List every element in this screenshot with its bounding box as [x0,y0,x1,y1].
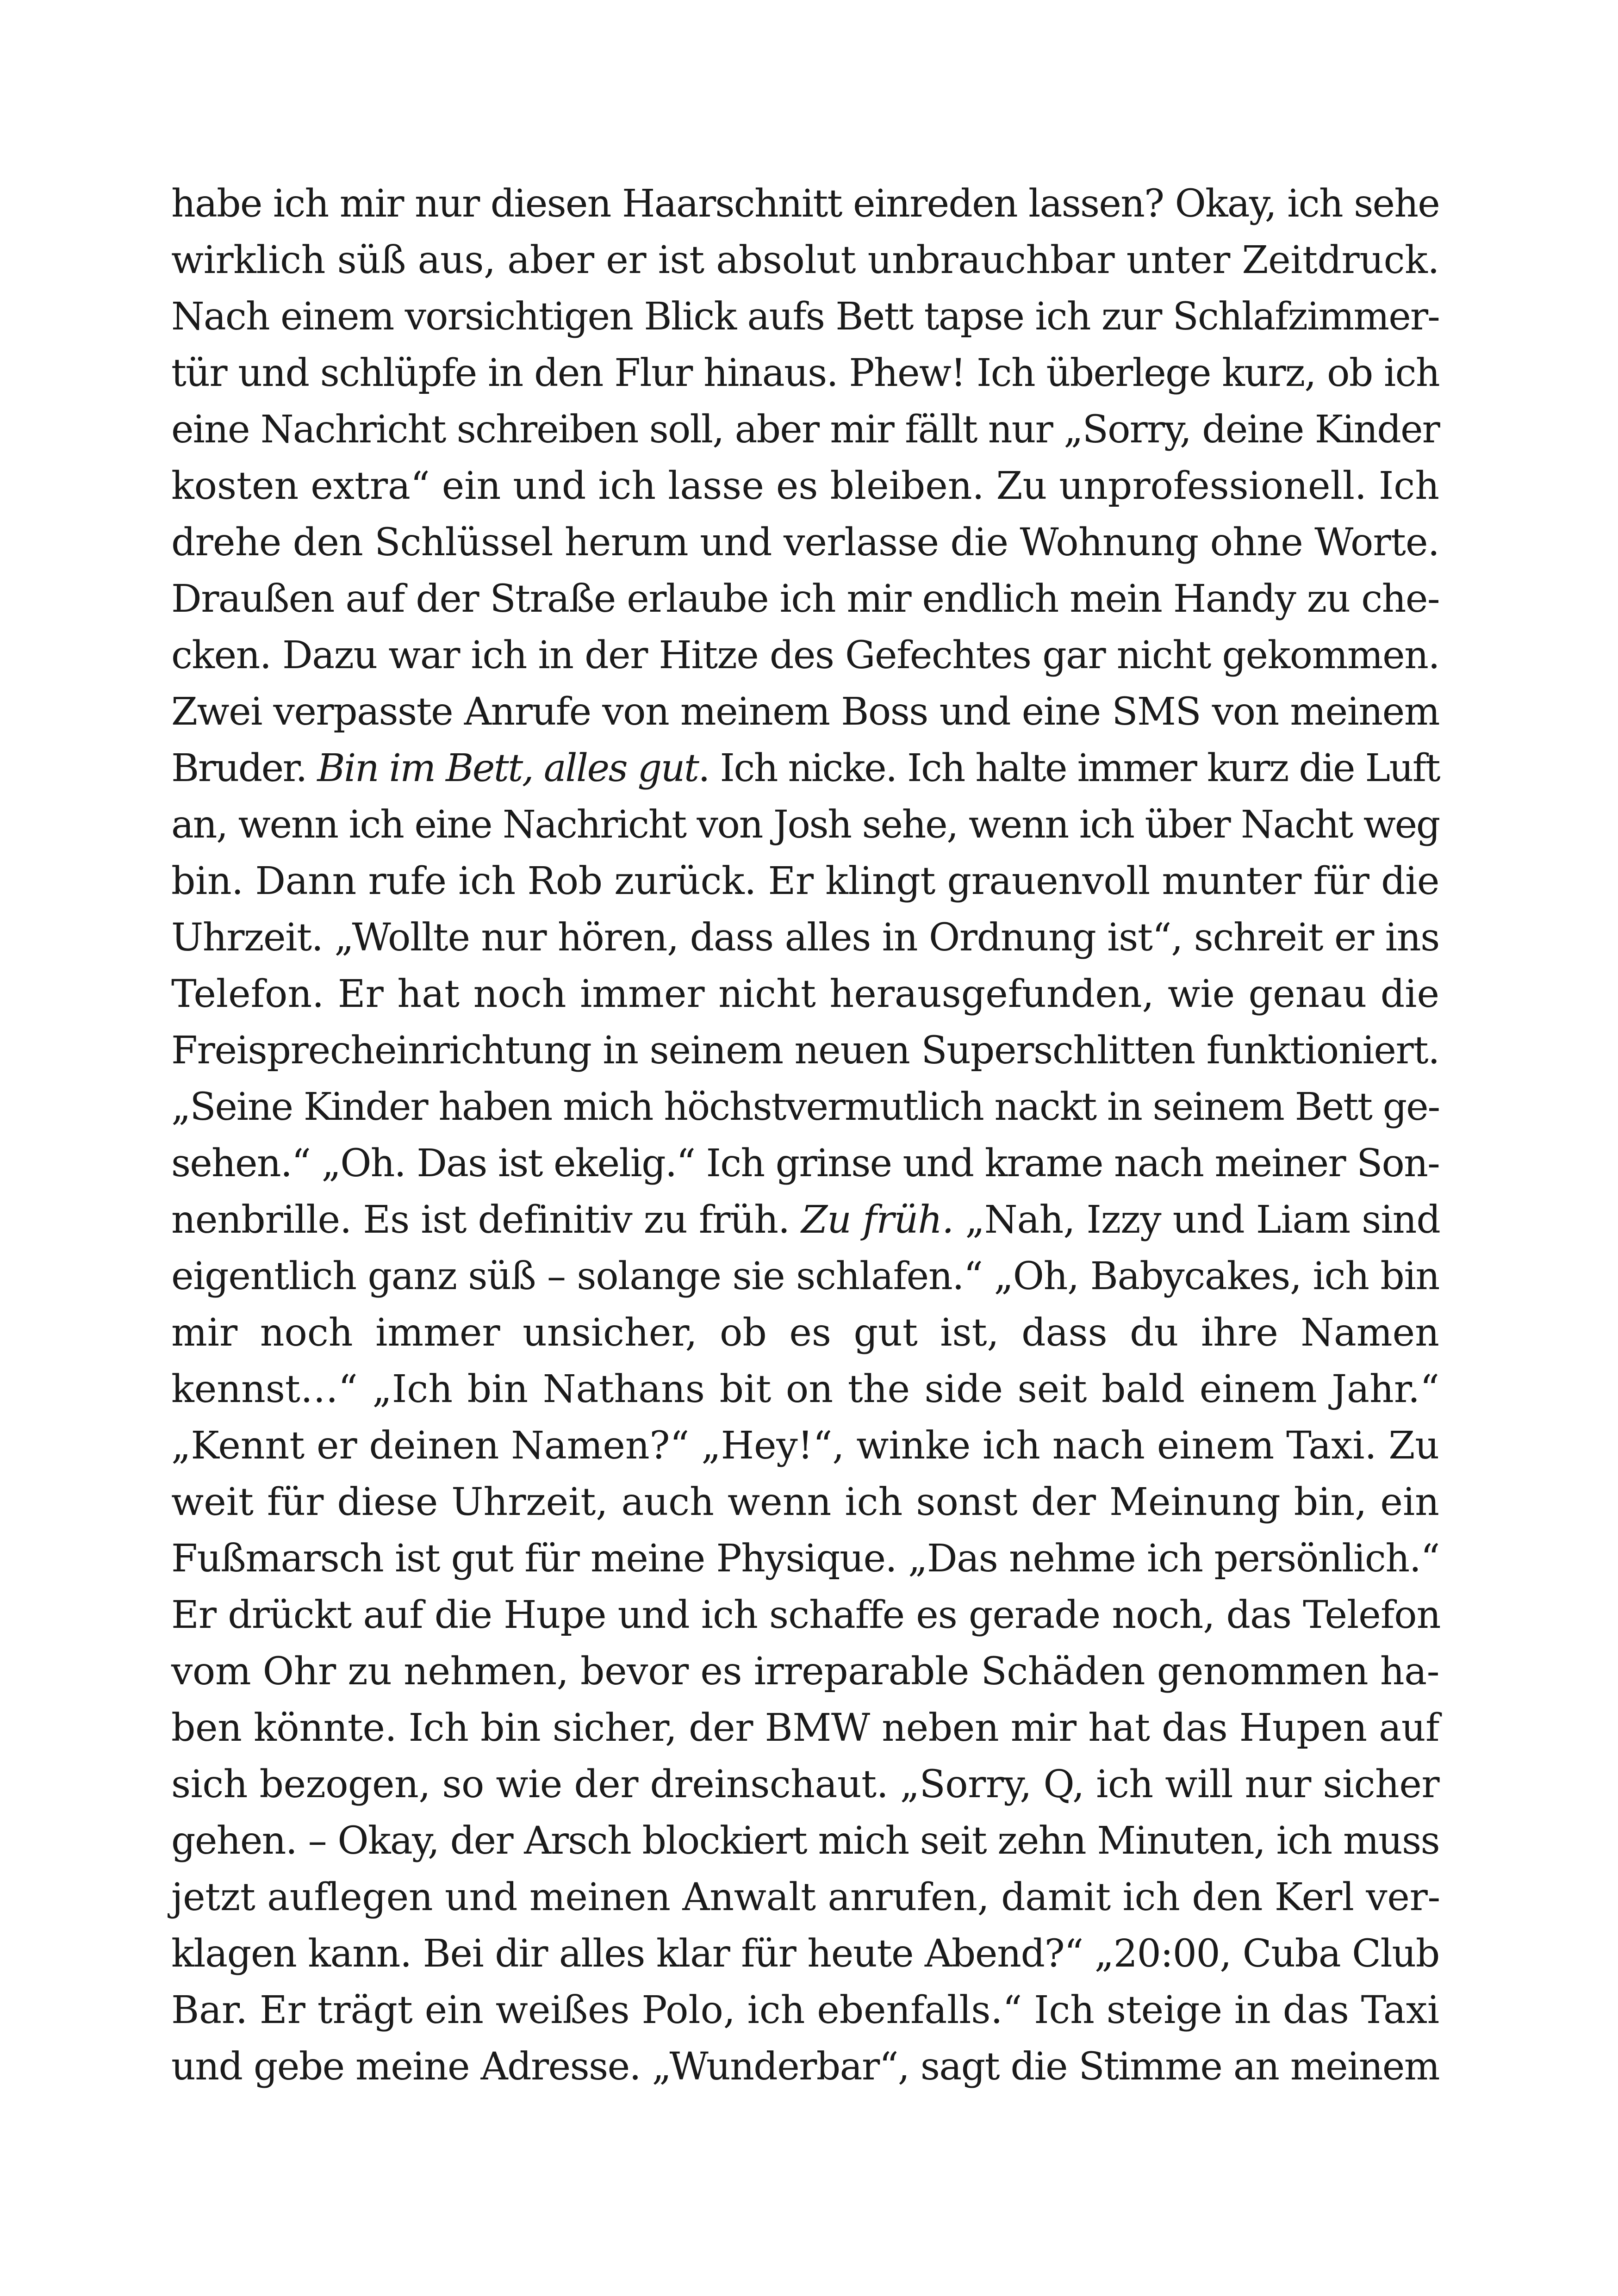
text-line [171,684,1439,740]
text-segment: vom Ohr zu nehmen, bevor es irreparable Schäden genommen ha- [171,1650,1440,1694]
text-line [171,1756,1439,1813]
text-line [171,1136,1439,1192]
text-segment: Bar. Er trägt ein weißes Polo, ich ebenfalls.“ Ich steige in das Taxi [171,1988,1440,2032]
text-segment: Telefon. Er hat noch immer nicht herausgefunden, wie genau die [171,972,1439,1016]
text-line [171,910,1439,966]
text-segment: wirklich süß aus, aber er ist absolut unbrauchbar unter Zeitdruck. [171,238,1440,282]
text-line [171,1926,1439,1982]
text-line [171,740,1439,797]
text-line [171,571,1439,627]
text-segment: mir noch immer unsicher, ob es gut ist, dass du ihre Namen [171,1311,1439,1355]
text-line [171,458,1439,515]
text-line [171,1644,1439,1700]
text-segment: jetzt auflegen und meinen Anwalt anrufen, damit ich den Kerl ver- [171,1875,1440,1919]
text-line [171,232,1439,289]
text-line [171,1079,1439,1136]
text-segment: „Seine Kinder haben mich höchstvermutlich nackt in seinem Bett ge- [171,1085,1440,1129]
text-segment: Er drückt auf die Hupe und ich schaffe es gerade noch, das Telefon [171,1593,1441,1637]
text-segment: und gebe meine Adresse. „Wunderbar“, sagt die Stimme an meinem [171,2045,1439,2089]
text-line [171,2039,1439,2095]
text-line [171,1023,1439,1079]
text-line [171,515,1439,571]
text-line [171,1587,1439,1644]
text-line [171,1982,1439,2039]
text-segment: drehe den Schlüssel herum und verlasse die Wohnung ohne Worte. [171,521,1439,565]
text-segment: ben könnte. Ich bin sicher, der BMW neben mir hat das Hupen auf [171,1706,1439,1750]
text-segment: „Kennt er deinen Namen?“ „Hey!“, winke ich nach einem Taxi. Zu [171,1424,1439,1468]
text-line [171,345,1439,402]
text-line [171,627,1439,684]
text-segment: weit für diese Uhrzeit, auch wenn ich sonst der Meinung bin, ein [171,1480,1439,1524]
text-line [171,289,1439,345]
text-line [171,797,1439,853]
text-segment: klagen kann. Bei dir alles klar für heute Abend?“ „20:00, Cuba Club [171,1932,1439,1976]
text-segment: eine Nachricht schreiben soll, aber mir fällt nur „Sorry, deine Kinder [171,408,1440,452]
text-segment: Uhrzeit. „Wollte nur hören, dass alles in Ordnung ist“, schreit er ins [171,916,1439,960]
body-text [171,176,1439,2095]
text-segment: „Nah, Izzy und Liam sind [953,1198,1440,1242]
text-segment: . Ich nicke. Ich halte immer kurz die Luft [698,746,1439,790]
text-segment: Bruder. [171,746,317,790]
text-line [171,1305,1439,1361]
text-line [171,1700,1439,1756]
text-segment: kosten extra“ ein und ich lasse es bleiben. Zu unprofessionell. Ich [171,464,1439,508]
text-segment: Zwei verpasste Anrufe von meinem Boss und eine SMS von meinem [171,690,1440,734]
text-segment: habe ich mir nur diesen Haarschnitt einreden lassen? Okay, ich sehe [171,182,1440,226]
text-line [171,853,1439,910]
text-segment: Nach einem vorsichtigen Blick aufs Bett tapse ich zur Schlafzimmer- [171,295,1439,339]
text-segment: bin. Dann rufe ich Rob zurück. Er klingt grauenvoll munter für die [171,859,1440,903]
text-line [171,1248,1439,1305]
text-line [171,1869,1439,1926]
text-segment: Draußen auf der Straße erlaube ich mir endlich mein Handy zu che- [171,577,1439,621]
text-segment: Fußmarsch ist gut für meine Physique. „Das nehme ich persönlich.“ [171,1537,1439,1581]
text-line [171,402,1439,458]
italic-text-segment: Zu früh. [801,1198,954,1242]
text-segment: Freisprecheinrichtung in seinem neuen Superschlitten funktioniert. [171,1029,1440,1073]
text-segment: nenbrille. Es ist definitiv zu früh. [171,1198,802,1242]
text-segment: sehen.“ „Oh. Das ist ekelig.“ Ich grinse und krame nach meiner Son- [171,1142,1440,1185]
text-segment: an, wenn ich eine Nachricht von Josh sehe, wenn ich über Nacht weg [171,803,1440,847]
text-segment: tür und schlüpfe in den Flur hinaus. Phew! Ich überlege kurz, ob ich [171,351,1439,395]
text-line [171,1418,1439,1474]
text-segment: eigentlich ganz süß – solange sie schlafen.“ „Oh, Babycakes, ich bin [171,1254,1440,1298]
italic-text-segment: Bin im Bett, alles gut [317,746,698,790]
text-segment: kennst…“ „Ich bin Nathans bit on the side seit bald einem Jahr.“ [171,1367,1439,1411]
text-segment: sich bezogen, so wie der dreinschaut. „Sorry, Q, ich will nur sicher [171,1762,1440,1806]
text-segment: cken. Dazu war ich in der Hitze des Gefechtes gar nicht gekommen. [171,633,1439,677]
text-line [171,1474,1439,1531]
text-line [171,1531,1439,1587]
text-line [171,1192,1439,1248]
text-line [171,176,1439,232]
text-line [171,1361,1439,1418]
text-line [171,966,1439,1023]
text-segment: gehen. – Okay, der Arsch blockiert mich seit zehn Minuten, ich muss [171,1819,1439,1863]
text-line [171,1813,1439,1869]
